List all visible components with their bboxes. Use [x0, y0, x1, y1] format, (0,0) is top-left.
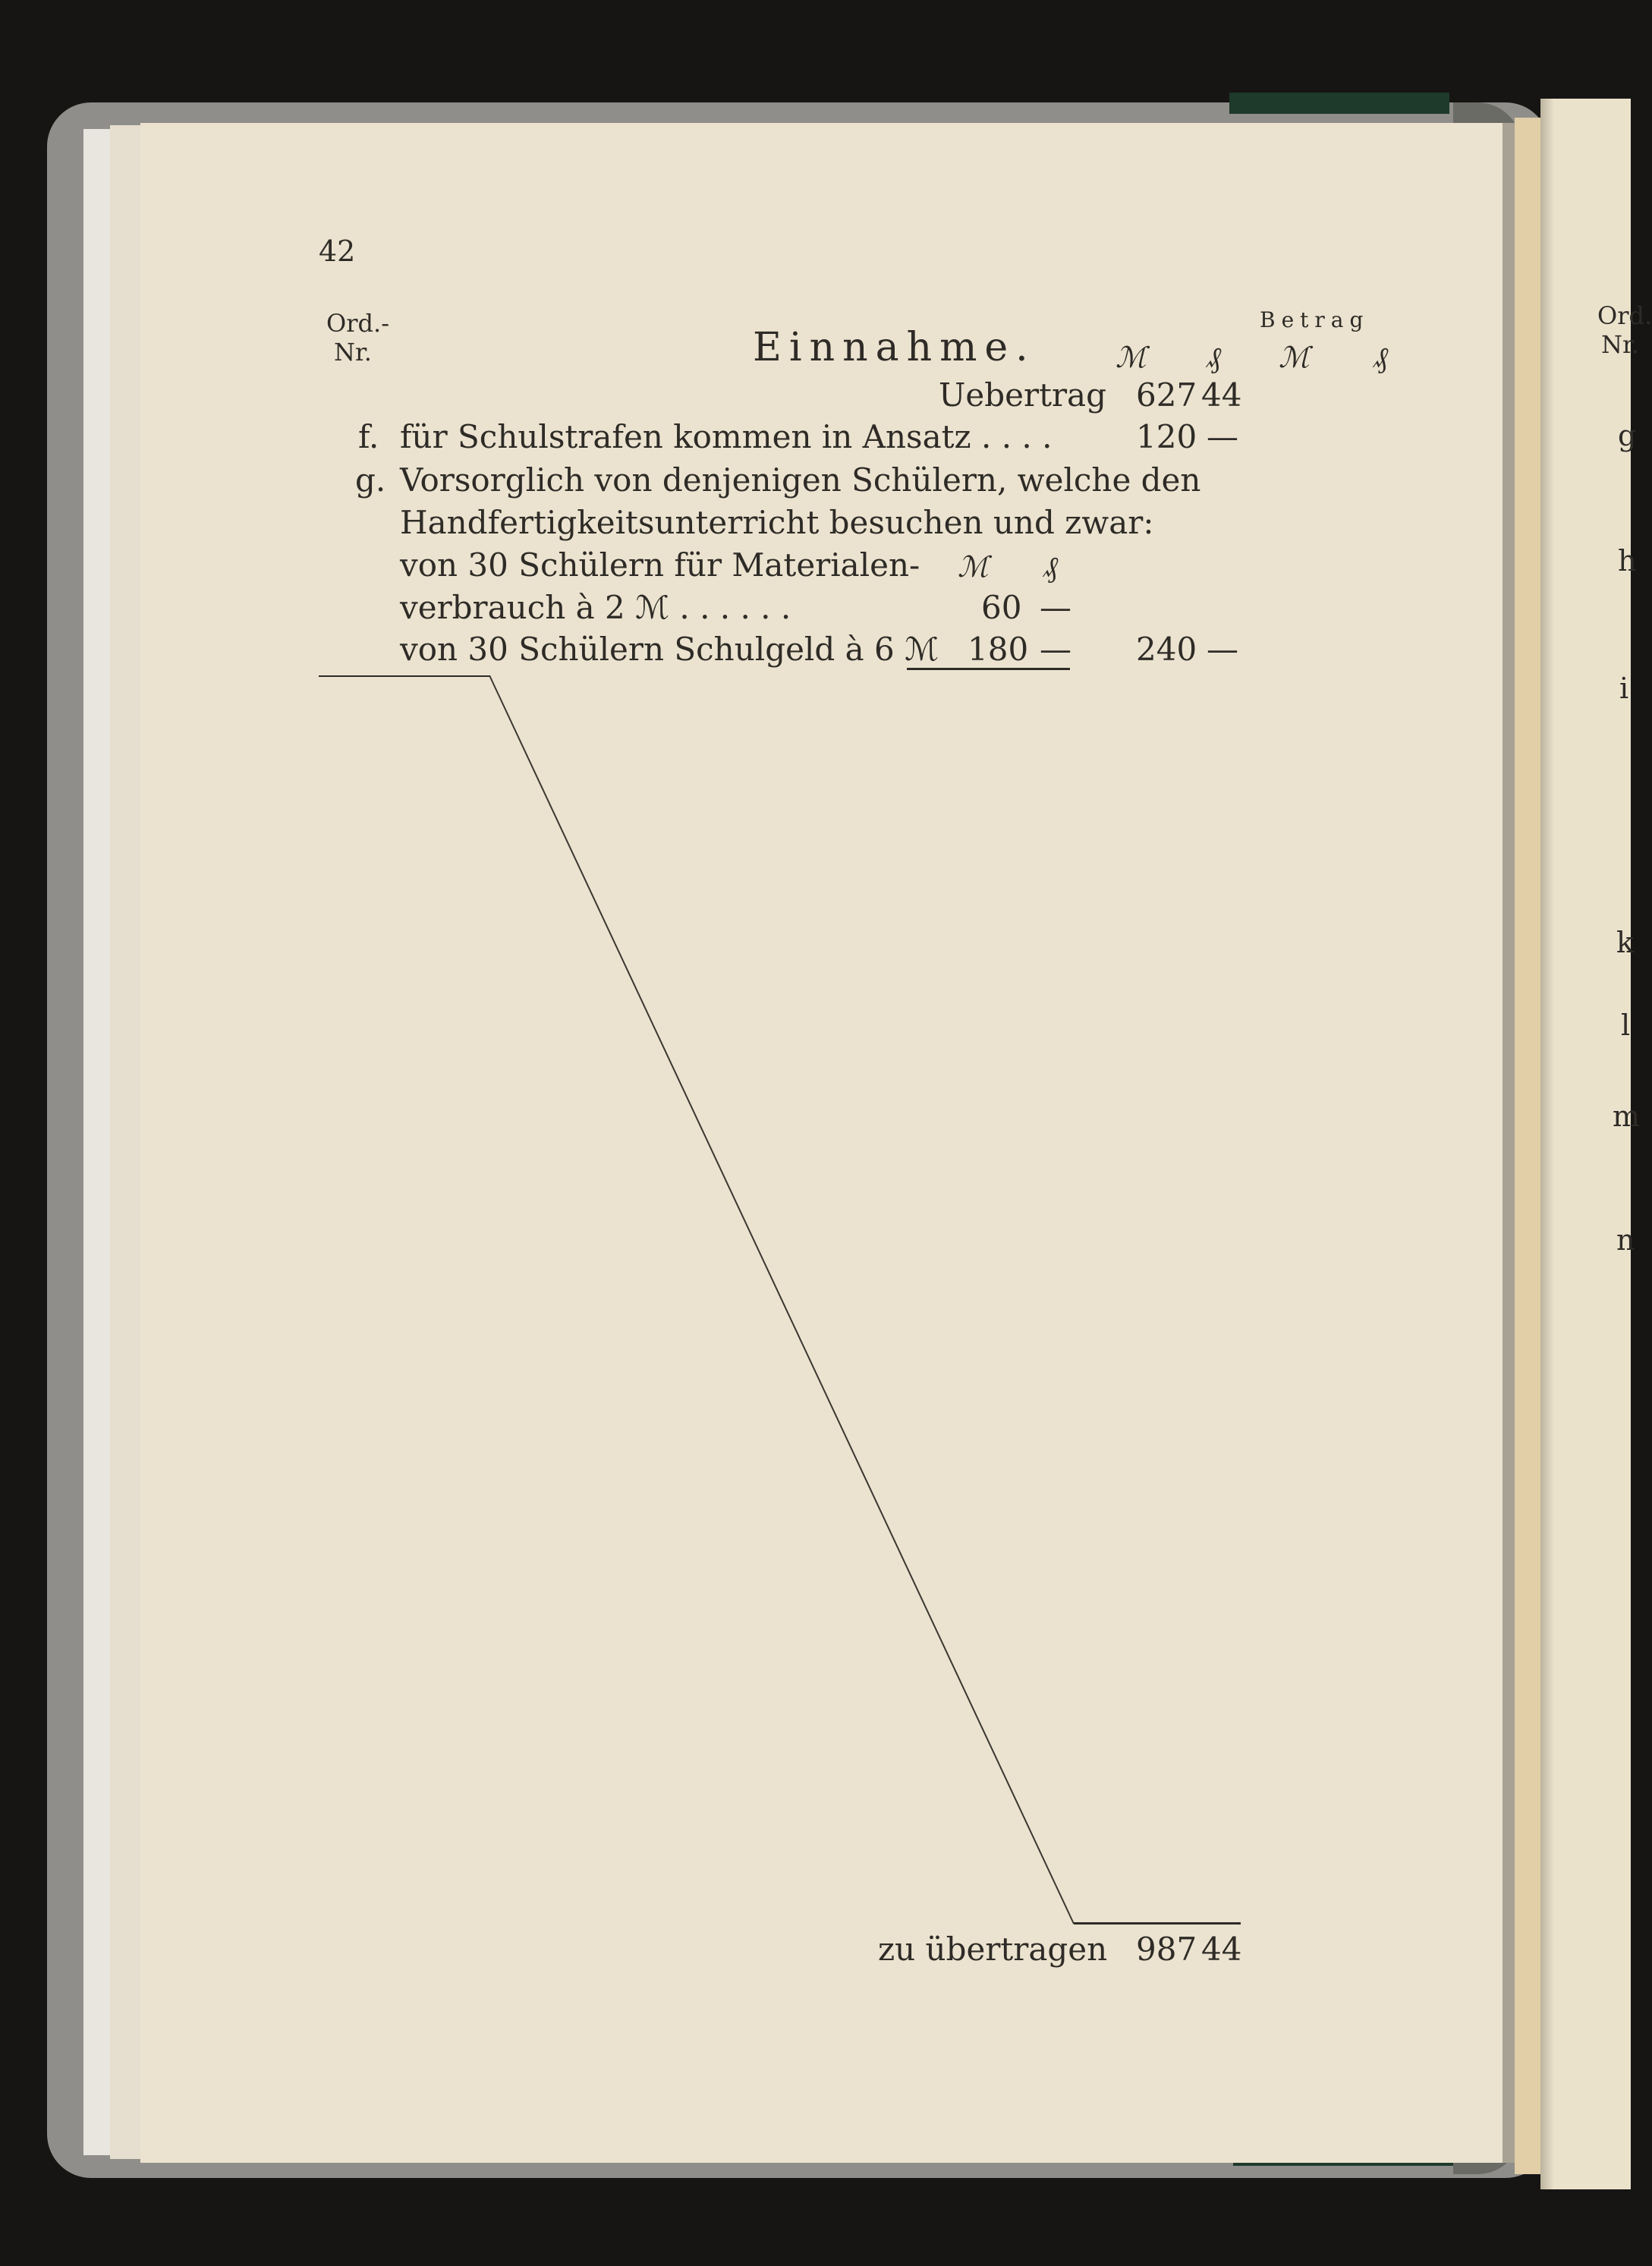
- row-uebertrag-pf: 44: [1201, 376, 1242, 414]
- right-letter-n: n: [1616, 1223, 1635, 1257]
- row-uebertrag-text: Uebertrag: [939, 376, 1106, 414]
- row-g-verbrauch-text: verbrauch à 2 ℳ . . . . . .: [400, 589, 791, 626]
- row-f-pf: —: [1207, 418, 1238, 455]
- row-g-schulgeld-text: von 30 Schülern Schulgeld à 6 ℳ: [400, 631, 939, 668]
- right-letter-g: g: [1618, 419, 1637, 452]
- page-title: Einnahme.: [753, 325, 1036, 370]
- footer-text: zu übertragen: [878, 1931, 1108, 1968]
- row-g-continuation: Handfertigkeitsunterricht besuchen und zwar:: [400, 504, 1154, 541]
- row-g-total-pf: —: [1207, 631, 1238, 668]
- row-g-sub-mark-heading: ℳ: [958, 550, 989, 584]
- betrag-heading: Betrag: [1260, 307, 1370, 332]
- right-ord-label-line2: Nr.: [1601, 330, 1639, 359]
- row-uebertrag-mark: 627: [1136, 376, 1197, 414]
- right-letter-i: i: [1619, 672, 1629, 705]
- row-g-label: g.: [355, 461, 386, 499]
- pf-column-heading-2: ₰: [1374, 341, 1388, 374]
- row-f-text: für Schulstrafen kommen in Ansatz . . . .: [400, 418, 1053, 455]
- footer-rule: [1074, 1922, 1241, 1925]
- row-g-verbrauch-mark: 60: [981, 589, 1022, 626]
- right-letter-l: l: [1621, 1009, 1631, 1042]
- pf-column-heading: ₰: [1207, 341, 1221, 374]
- ord-label-line2: Nr.: [334, 338, 372, 367]
- mark-column-heading: ℳ: [1115, 341, 1147, 374]
- row-g-materials-text: von 30 Schülern für Materialen-: [400, 546, 920, 584]
- row-f-label: f.: [358, 418, 379, 455]
- row-g-schulgeld-pf: —: [1040, 631, 1071, 668]
- right-letter-k: k: [1616, 926, 1635, 959]
- footer-pf: 44: [1201, 1931, 1242, 1968]
- page-number: 42: [319, 234, 356, 268]
- row-f-mark: 120: [1136, 418, 1197, 455]
- right-letter-h: h: [1618, 544, 1637, 578]
- right-ord-label-line1: Ord.: [1597, 301, 1652, 330]
- footer-mark: 987: [1136, 1931, 1197, 1968]
- mark-column-heading-2: ℳ: [1279, 341, 1310, 374]
- row-g-text: Vorsorglich von denjenigen Schülern, welche den: [400, 461, 1201, 499]
- right-letter-m: m: [1613, 1100, 1641, 1133]
- row-g-sub-pf-heading: ₰: [1043, 550, 1058, 584]
- ord-label-line1: Ord.-: [326, 309, 389, 338]
- row-g-total-mark: 240: [1136, 631, 1197, 668]
- row-g-verbrauch-pf: —: [1040, 589, 1071, 626]
- row-g-schulgeld-mark: 180: [968, 631, 1029, 668]
